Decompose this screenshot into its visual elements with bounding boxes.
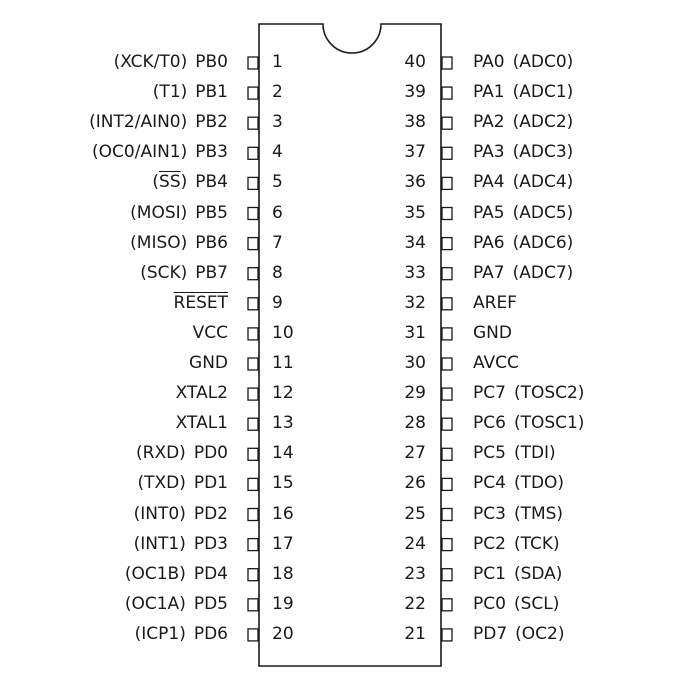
pin-34-number: 34 (404, 232, 426, 253)
pin-10-box (248, 328, 258, 340)
pin-36-box (442, 177, 452, 189)
pin-7-name: PB6 (195, 232, 228, 253)
pin-8-number: 8 (272, 262, 283, 283)
pin-38-name: PA2 (473, 112, 505, 133)
pin-18-box (248, 569, 258, 581)
pin-11-name: GND (189, 353, 228, 373)
pin-40-alt-function: (ADC0) (512, 52, 574, 72)
pin-32-number: 32 (404, 292, 426, 313)
pin-29-number: 29 (404, 383, 426, 404)
pin-22-box (442, 599, 452, 611)
pin-18-name: PD4 (193, 563, 228, 584)
pin-25-alt-function: (TMS) (513, 503, 564, 524)
pin-2-box (248, 87, 258, 99)
pin-24-box (442, 539, 452, 551)
pin-2-alt-function: (T1) (152, 82, 188, 103)
pin-18-number: 18 (272, 563, 294, 584)
pin-30-box (442, 358, 452, 370)
pin-21-alt-function: (OC2) (515, 623, 565, 644)
pin-35-number: 35 (404, 202, 426, 223)
pin-1-alt-function: (XCK/T0) (113, 52, 188, 72)
pin-16-box (248, 509, 258, 521)
pin-31-number: 31 (404, 322, 426, 343)
pin-1-number: 1 (272, 52, 283, 72)
pin-11-box (248, 358, 258, 370)
pin-13-name: XTAL1 (175, 413, 228, 434)
pin-25-box (442, 509, 452, 521)
pin-40-box (442, 57, 452, 69)
pin-29-name: PC7 (473, 383, 506, 404)
pin-15-alt-function: (TXD) (137, 473, 186, 494)
pin-19-name: PD5 (193, 593, 228, 614)
pin-4-alt-function: (OC0/AIN1) (92, 142, 188, 163)
pin-32-name: AREF (473, 292, 517, 313)
pin-8-box (248, 268, 258, 280)
pin-6-alt-function: (MOSI) (130, 202, 188, 223)
pin-8-name: PB7 (195, 262, 228, 283)
pin-15-name: PD1 (193, 473, 228, 494)
pin-7-alt-function: (MISO) (130, 232, 188, 253)
pin-40-name: PA0 (473, 52, 505, 72)
pin-35-name: PA5 (473, 202, 505, 223)
pin-13-number: 13 (272, 413, 294, 434)
pin-4-box (248, 147, 258, 159)
pin-27-name: PC5 (473, 443, 506, 464)
pin-35-alt-function: (ADC5) (512, 202, 574, 223)
pin-14-name: PD0 (193, 443, 228, 464)
pin-15-number: 15 (272, 473, 294, 494)
pin-8-alt-function: (SCK) (140, 262, 188, 283)
pin-22-name: PC0 (473, 593, 506, 614)
pin-26-box (442, 478, 452, 490)
pin-39-name: PA1 (473, 82, 505, 103)
pin-36-number: 36 (404, 172, 426, 193)
pin-16-alt-function: (INT0) (133, 503, 186, 524)
pin-18-alt-function: (OC1B) (124, 563, 186, 584)
pin-5-alt-overline: $\overline{SS}$ (159, 172, 181, 193)
pin-37-box (442, 147, 452, 159)
pin-24-alt-function: (TCK) (513, 533, 560, 554)
pin-14-box (248, 448, 258, 460)
pin-21-name: PD7 (473, 623, 508, 644)
pin-14-number: 14 (272, 443, 294, 464)
pin-40-number: 40 (404, 52, 426, 72)
pin-12-number: 12 (272, 383, 294, 404)
pin-1-box (248, 57, 258, 69)
pin-36-alt-function: (ADC4) (512, 172, 574, 193)
pin-16-name: PD2 (193, 503, 228, 524)
pin-20-name: PD6 (193, 623, 228, 644)
pin-38-alt-function: (ADC2) (512, 112, 574, 133)
pin-10-number: 10 (272, 322, 294, 343)
pin-31-box (442, 328, 452, 340)
pin-23-name: PC1 (473, 563, 506, 584)
pin-24-name: PC2 (473, 533, 506, 554)
pin-5-number: 5 (272, 172, 283, 193)
pin-9-name: RESET (173, 292, 228, 313)
pin-26-number: 26 (404, 473, 426, 494)
pin-4-name: PB3 (195, 142, 228, 163)
pin-28-number: 28 (404, 413, 426, 434)
pin-19-number: 19 (272, 593, 294, 614)
pin-1-name: PB0 (195, 52, 228, 72)
pin-15-box (248, 478, 258, 490)
pin-14-alt-function: (RXD) (136, 443, 186, 464)
pin-29-box (442, 388, 452, 400)
pin-7-box (248, 238, 258, 250)
pin-19-box (248, 599, 258, 611)
pin-2-name: PB1 (195, 82, 228, 103)
pin-27-number: 27 (404, 443, 426, 464)
pin-36-name: PA4 (473, 172, 505, 193)
pin-28-name: PC6 (473, 413, 506, 434)
pin-12-name: XTAL2 (175, 383, 228, 404)
pin-23-box (442, 569, 452, 581)
pin-22-number: 22 (404, 593, 426, 614)
pin-21-box (442, 629, 452, 641)
pin-6-box (248, 208, 258, 220)
pin-3-box (248, 117, 258, 129)
pin-22-alt-function: (SCL) (513, 593, 560, 614)
pin-39-alt-function: (ADC1) (512, 82, 574, 103)
pin-5-box (248, 177, 258, 189)
pin-11-number: 11 (272, 353, 294, 373)
pin-37-alt-function: (ADC3) (512, 142, 574, 163)
pin-27-box (442, 448, 452, 460)
pin-4-number: 4 (272, 142, 283, 163)
pin-23-number: 23 (404, 563, 426, 584)
pin-33-number: 33 (404, 262, 426, 283)
pin-30-name: AVCC (473, 353, 519, 373)
pin-32-box (442, 298, 452, 310)
pin-39-number: 39 (404, 82, 426, 103)
pin-27-alt-function: (TDI) (513, 443, 556, 464)
pin-33-alt-function: (ADC7) (512, 262, 574, 283)
pin-30-number: 30 (404, 353, 426, 373)
pin-23-alt-function: (SDA) (513, 563, 563, 584)
pin-38-box (442, 117, 452, 129)
pin-39-box (442, 87, 452, 99)
pin-6-name: PB5 (195, 202, 228, 223)
pin-9-number: 9 (272, 292, 283, 313)
pin-3-name: PB2 (195, 112, 228, 133)
pin-34-box (442, 238, 452, 250)
pin-34-alt-function: (ADC6) (512, 232, 574, 253)
pin-37-number: 37 (404, 142, 426, 163)
pin-31-name: GND (473, 322, 512, 343)
pin-10-name: VCC (192, 322, 228, 343)
pin-12-box (248, 388, 258, 400)
pin-29-alt-function: (TOSC2) (513, 383, 585, 404)
pin-38-number: 38 (404, 112, 426, 133)
pin-26-alt-function: (TDO) (513, 473, 565, 494)
pin-20-number: 20 (272, 623, 294, 644)
pin-6-number: 6 (272, 202, 283, 223)
pin-35-box (442, 208, 452, 220)
pin-16-number: 16 (272, 503, 294, 524)
pin-3-alt-function: (INT2/AIN0) (89, 112, 188, 133)
pin-5-name: PB4 (195, 172, 228, 193)
pin-34-name: PA6 (473, 232, 505, 253)
pin-26-name: PC4 (473, 473, 506, 494)
pin-28-alt-function: (TOSC1) (513, 413, 585, 434)
pin-20-box (248, 629, 258, 641)
pin-33-name: PA7 (473, 262, 505, 283)
pin-20-alt-function: (ICP1) (134, 623, 186, 644)
pin-17-number: 17 (272, 533, 294, 554)
pin-7-number: 7 (272, 232, 283, 253)
pin-5-alt-function: $(\overline{SS})$ (152, 172, 188, 193)
pin-2-number: 2 (272, 82, 283, 103)
pin-25-name: PC3 (473, 503, 506, 524)
pin-33-box (442, 268, 452, 280)
pin-9-box (248, 298, 258, 310)
pin-13-box (248, 418, 258, 430)
pin-25-number: 25 (404, 503, 426, 524)
pin-17-box (248, 539, 258, 551)
pin-21-number: 21 (404, 623, 426, 644)
pin-17-alt-function: (INT1) (133, 533, 186, 554)
pin-17-name: PD3 (193, 533, 228, 554)
pin-37-name: PA3 (473, 142, 505, 163)
pin-28-box (442, 418, 452, 430)
pin-19-alt-function: (OC1A) (124, 593, 186, 614)
pin-3-number: 3 (272, 112, 283, 133)
pin-24-number: 24 (404, 533, 426, 554)
